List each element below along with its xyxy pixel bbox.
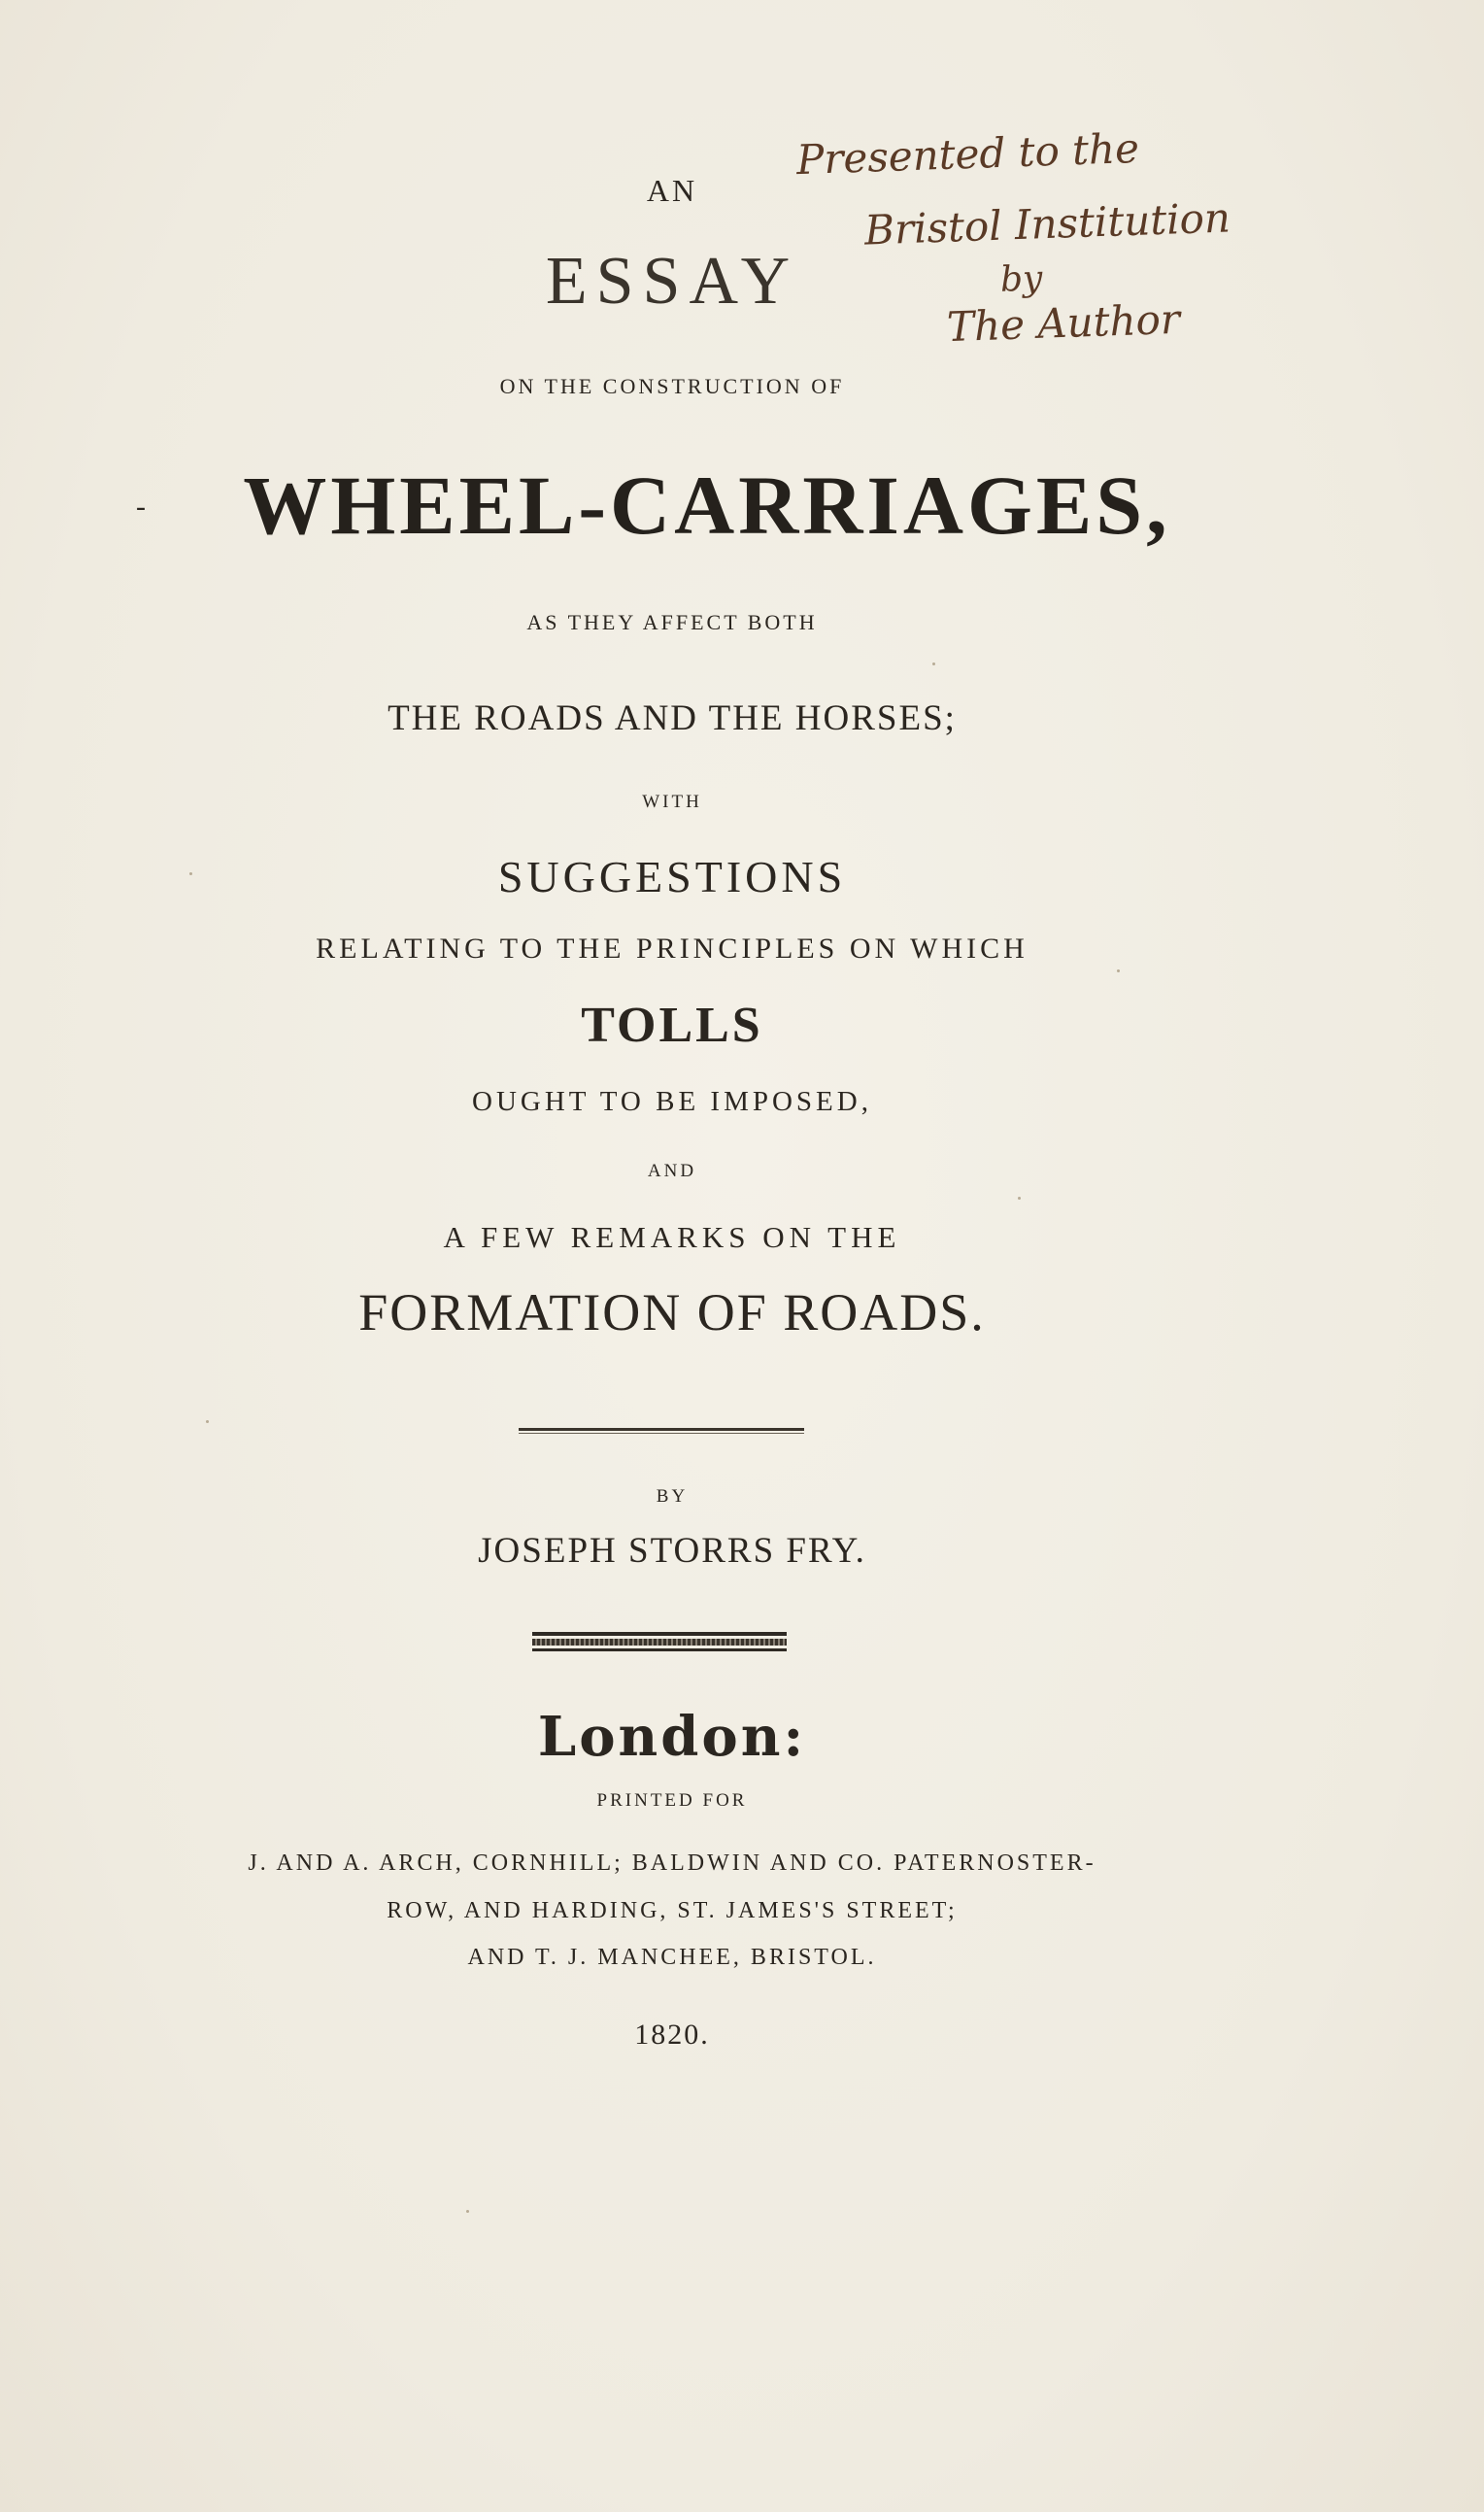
author-name: JOSEPH STORRS FRY. xyxy=(478,1531,866,1571)
byline-by: BY xyxy=(656,1486,689,1507)
subtitle-suggestions: SUGGESTIONS xyxy=(497,852,847,901)
divider-rule-thin xyxy=(519,1433,804,1434)
paper-speck xyxy=(932,662,935,665)
inscription-line-3: by xyxy=(999,258,1044,300)
paper-speck xyxy=(206,1420,209,1423)
ornamental-rule-pattern xyxy=(532,1639,787,1646)
paper-speck xyxy=(1117,969,1120,972)
subtitle-ought: OUGHT TO BE IMPOSED, xyxy=(472,1086,872,1117)
subtitle-few-remarks: A FEW REMARKS ON THE xyxy=(443,1220,901,1254)
subtitle-as-they-affect: AS THEY AFFECT BOTH xyxy=(526,610,818,634)
title-wheel-carriages: WHEEL-CARRIAGES, xyxy=(243,458,1171,552)
margin-dash-mark: - xyxy=(136,491,146,523)
imprint-year: 1820. xyxy=(634,2019,710,2051)
inscription-line-1: Presented to the xyxy=(795,123,1140,185)
imprint-publisher-line-1: J. AND A. ARCH, CORNHILL; BALDWIN AND CO. PATERNOSTER- xyxy=(248,1850,1096,1876)
ornamental-rule-top xyxy=(532,1632,787,1636)
subtitle-relating: RELATING TO THE PRINCIPLES ON WHICH xyxy=(316,933,1029,965)
subtitle-formation-of-roads: FORMATION OF ROADS. xyxy=(358,1283,986,1341)
subtitle-with: WITH xyxy=(642,792,702,812)
subtitle-and: AND xyxy=(647,1161,697,1181)
imprint-publisher-line-2: ROW, AND HARDING, ST. JAMES'S STREET; xyxy=(387,1898,958,1923)
inscription-line-4: The Author xyxy=(946,294,1181,352)
subtitle-tolls: TOLLS xyxy=(581,998,763,1053)
imprint-publisher-line-3: AND T. J. MANCHEE, BRISTOL. xyxy=(467,1945,877,1970)
imprint-city: London: xyxy=(537,1705,807,1769)
inscription-line-2: Bristol Institution xyxy=(863,193,1231,255)
title-essay: ESSAY xyxy=(545,244,799,319)
ornamental-rule-bottom xyxy=(532,1648,787,1651)
paper-speck xyxy=(466,2210,469,2213)
divider-rule xyxy=(519,1428,804,1431)
title-an: AN xyxy=(646,173,698,208)
imprint-printed-for: PRINTED FOR xyxy=(596,1790,748,1811)
paper-speck xyxy=(1018,1197,1021,1200)
subtitle-on-construction: ON THE CONSTRUCTION OF xyxy=(499,374,845,398)
subtitle-roads-horses: THE ROADS AND THE HORSES; xyxy=(388,698,957,738)
paper-speck xyxy=(189,872,192,875)
